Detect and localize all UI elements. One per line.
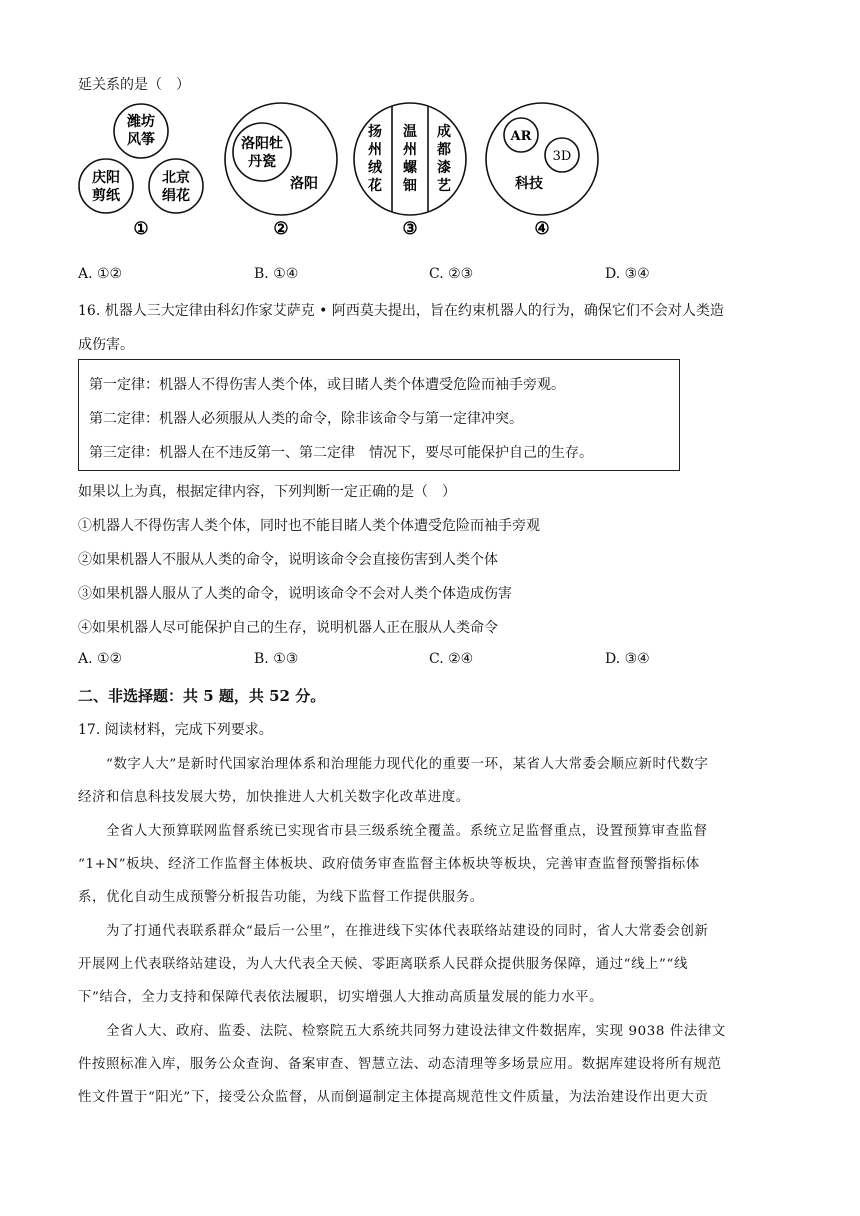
section-2-heading: 二、非选择题：共 5 题，共 52 分。 [78, 687, 326, 705]
d3-c1-2: 州 [368, 142, 382, 158]
q16-question: 如果以上为真，根据定律内容，下列判断一定正确的是（ ） [78, 484, 456, 500]
q17-material-line-1: “数字人大”是新时代国家治理体系和治理能力现代化的重要一环，某省人大常委会顺应新时代数字 [106, 757, 709, 772]
d2-outer-label: 洛阳 [290, 176, 318, 192]
d3-c3-3: 漆 [437, 160, 451, 176]
diagram-1 [79, 104, 203, 239]
d3-c3-4: 艺 [437, 178, 451, 194]
q17-material-line-9: 全省人大、政府、监委、法院、检察院五大系统共同努力建设法律文件数据库，实现 9038 件法律文 [106, 1024, 726, 1039]
q17-material-line-6: 为了打通代表联系群众“最后一公里”，在推进线下实体代表联络站建设的同时，省人大常委会创新 [106, 924, 709, 939]
d1-b-line2: 剪纸 [92, 188, 120, 204]
d1-c-line2: 绢花 [162, 188, 190, 204]
q17-material-line-2: 经济和信息科技发展大势，加快推进人大机关数字化改革进度。 [78, 790, 470, 805]
q17-material-line-4: “1+N”板块、经济工作监督主体板块、政府债务审查监督主体板块等板块，完善审查监督预警指标体 [78, 857, 700, 872]
diagram-4 [486, 103, 598, 239]
q17-material-line-11: 性文件置于“阳光”下，接受公众监督，从而倒逼制定主体提高规范性文件质量，为法治建设作出更大贡 [78, 1090, 709, 1105]
q15-option-b[interactable]: B. ①④ [254, 266, 299, 282]
q17-material-line-7: 开展网上代表联络站建设，为人大代表全天候、零距离联系人民群众提供服务保障，通过“线上”“线 [78, 957, 688, 972]
venn-diagrams [70, 100, 630, 245]
d3-c3-2: 都 [437, 142, 451, 158]
q16-statement-2: ②如果机器人不服从人类的命令，说明该命令会直接伤害到人类个体 [78, 552, 498, 568]
question-15-stem-tail: 延关系的是（ ） [78, 77, 190, 93]
d1-a-line2: 风筝 [127, 132, 155, 148]
q15-option-a[interactable]: A. ①② [78, 266, 123, 282]
q16-statement-4: ④如果机器人尽可能保护自己的生存，说明机器人正在服从人类命令 [78, 620, 498, 636]
diagram-3 [354, 100, 466, 239]
d4-number: ④ [534, 219, 550, 239]
q17-material-line-5: 系，优化自动生成预警分析报告功能，为线下监督工作提供服务。 [78, 890, 484, 905]
q15-option-c[interactable]: C. ②③ [429, 266, 474, 282]
d1-b-line1: 庆阳 [92, 170, 120, 186]
q16-option-c[interactable]: C. ②④ [429, 651, 474, 667]
d1-number: ① [133, 219, 149, 239]
d3-c1-3: 绒 [368, 160, 382, 176]
d3-c2-2: 州 [403, 142, 417, 158]
d2-inner-line1: 洛阳牡 [241, 136, 283, 152]
q17-material-line-8: 下”结合，全力支持和保障代表依法履职，切实增强人大推动高质量发展的能力水平。 [78, 990, 604, 1005]
q17-stem: 17. 阅读材料，完成下列要求。 [78, 722, 273, 738]
q17-material-line-10: 件按照标准入库，服务公众查询、备案审查、智慧立法、动态清理等多场景应用。数据库建设将所有规范 [78, 1057, 722, 1072]
law-3: 第三定律：机器人在不违反第一、第二定律 情况下，要尽可能保护自己的生存。 [89, 445, 593, 461]
d3-c1-4: 花 [368, 178, 382, 194]
q16-option-d[interactable]: D. ③④ [605, 651, 650, 667]
diagram-2 [225, 103, 337, 239]
d3-c2-3: 螺 [403, 160, 417, 176]
law-1: 第一定律：机器人不得伤害人类个体，或目睹人类个体遭受危险而袖手旁观。 [89, 377, 565, 393]
q16-stem-line2: 成伤害。 [78, 337, 134, 353]
d3-c1-1: 扬 [368, 124, 382, 140]
d3-c2-4: 钿 [403, 178, 417, 194]
q16-statement-3: ③如果机器人服从了人类的命令，说明该命令不会对人类个体造成伤害 [78, 586, 512, 602]
d4-outer-label: 科技 [515, 176, 543, 192]
law-2: 第二定律：机器人必须服从人类的命令，除非该命令与第一定律冲突。 [89, 411, 523, 427]
d1-a-line1: 潍坊 [127, 114, 155, 130]
q16-statement-1: ①机器人不得伤害人类个体，同时也不能目睹人类个体遭受危险而袖手旁观 [78, 518, 540, 534]
d4-b: 3D [552, 149, 572, 164]
laws-box [78, 359, 680, 471]
q16-stem-line1: 16. 机器人三大定律由科幻作家艾萨克 • 阿西莫夫提出，旨在约束机器人的行为，确保它们不会对人类造 [78, 303, 724, 319]
q15-option-d[interactable]: D. ③④ [605, 266, 650, 282]
q16-option-a[interactable]: A. ①② [78, 651, 123, 667]
d3-c2-1: 温 [403, 124, 417, 140]
d4-a: AR [510, 129, 532, 144]
d2-inner-line2: 丹瓷 [248, 154, 276, 170]
d2-number: ② [273, 219, 289, 239]
d3-number: ③ [402, 219, 418, 239]
d3-c3-1: 成 [437, 124, 451, 140]
q16-option-b[interactable]: B. ①③ [254, 651, 299, 667]
q17-material-line-3: 全省人大预算联网监督系统已实现省市县三级系统全覆盖。系统立足监督重点，设置预算审查监督 [106, 824, 708, 839]
d1-c-line1: 北京 [162, 170, 190, 186]
